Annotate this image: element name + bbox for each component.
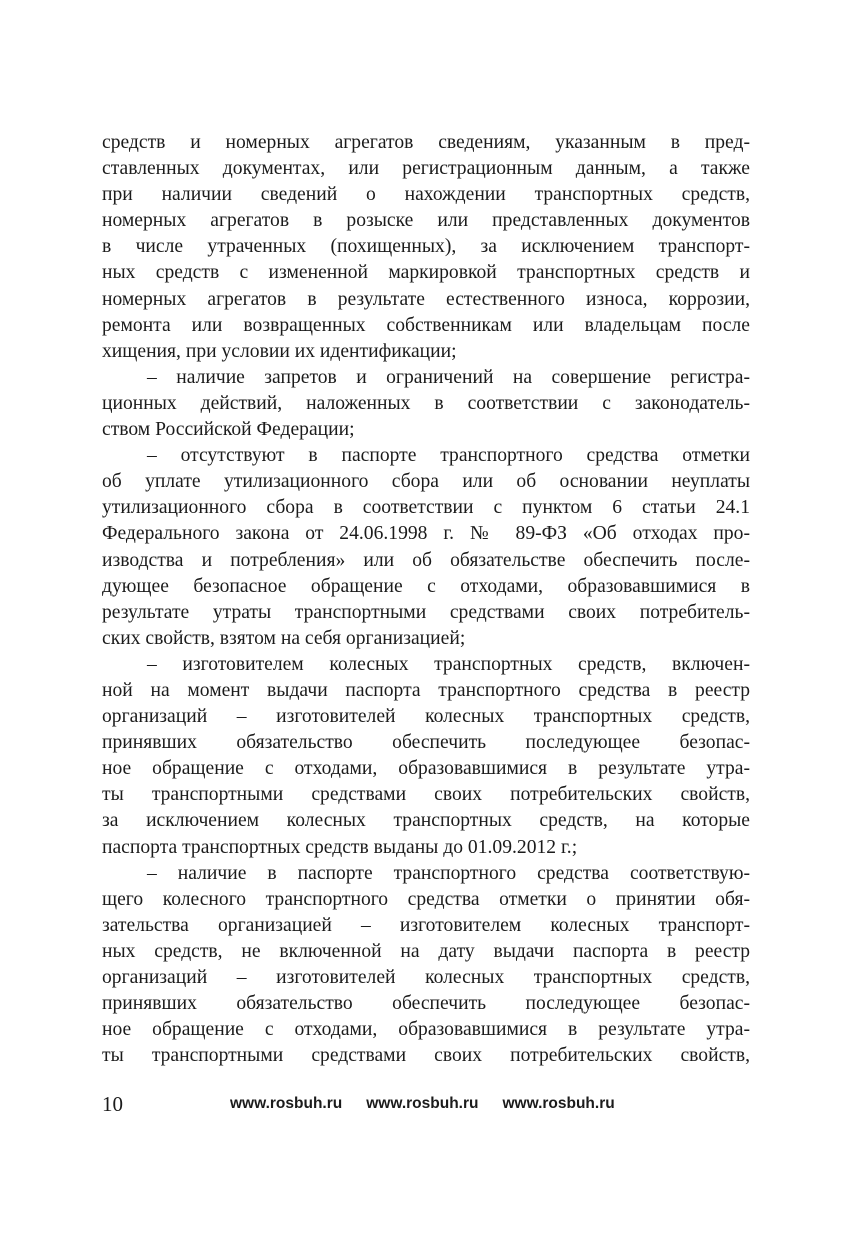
footer-link[interactable]: www.rosbuh.ru bbox=[502, 1095, 615, 1112]
text-line: дующее безопасное обращение с отходами, образовавшимися в bbox=[102, 575, 750, 597]
text-line: ное обращение с отходами, образовавшимися в результате утра- bbox=[102, 758, 750, 780]
text-line: организаций – изготовителей колесных транспортных средств, bbox=[102, 706, 750, 728]
footer-link[interactable]: www.rosbuh.ru bbox=[366, 1095, 479, 1112]
text-line: ных средств с измененной маркировкой транспортных средств и bbox=[102, 262, 750, 284]
footer-links bbox=[230, 1093, 615, 1115]
text-line: паспорта транспортных средств выданы до 01.09.2012 г.; bbox=[102, 836, 578, 858]
text-line: средств и номерных агрегатов сведениям, указанным в пред- bbox=[102, 132, 750, 153]
text-line: – наличие запретов и ограничений на совершение регистра- bbox=[147, 366, 750, 388]
text-line: утилизационного сбора в соответствии с пунктом 6 статьи 24.1 bbox=[102, 497, 750, 519]
text-line: ством Российской Федерации; bbox=[102, 419, 355, 441]
text-line: ремонта или возвращенных собственникам или владельцам после bbox=[102, 314, 750, 336]
text-line: организаций – изготовителей колесных транспортных средств, bbox=[102, 967, 750, 988]
text-line: – отсутствуют в паспорте транспортного средства отметки bbox=[147, 445, 750, 467]
text-line: ционных действий, наложенных в соответствии с законодатель- bbox=[102, 392, 750, 414]
text-line: ной на момент выдачи паспорта транспортного средства в реестр bbox=[102, 679, 750, 701]
text-line: зательства организацией – изготовителем колесных транспорт- bbox=[102, 914, 750, 936]
text-line: хищения, при условии их идентификации; bbox=[102, 340, 457, 362]
text-line: номерных агрегатов в розыске или представленных документов bbox=[102, 210, 750, 232]
text-line: за исключением колесных транспортных средств, на которые bbox=[102, 810, 750, 832]
text-line: ных средств, не включенной на дату выдачи паспорта в реестр bbox=[102, 940, 750, 962]
text-line: принявших обязательство обеспечить последующее безопас- bbox=[102, 732, 750, 754]
page-number: 10 bbox=[102, 1092, 123, 1116]
text-line: ты транспортными средствами своих потребительских свойств, bbox=[102, 1045, 750, 1067]
text-line: в числе утраченных (похищенных), за исключением транспорт- bbox=[102, 236, 750, 258]
text-line: – изготовителем колесных транспортных средств, включен- bbox=[147, 653, 750, 675]
text-line: ты транспортными средствами своих потребительских свойств, bbox=[102, 784, 750, 806]
text-line: результате утраты транспортными средствами своих потребитель- bbox=[102, 601, 750, 623]
text-line: ских свойств, взятом на себя организацией; bbox=[102, 627, 466, 649]
text-line: изводства и потребления» или об обязательстве обеспечить после- bbox=[102, 549, 750, 571]
text-line: ставленных документах, или регистрационным данным, а также bbox=[102, 158, 750, 180]
text-line: об уплате утилизационного сбора или об основании неуплаты bbox=[102, 471, 750, 493]
text-line: щего колесного транспортного средства отметки о принятии обя- bbox=[102, 888, 750, 910]
text-line: номерных агрегатов в результате естественного износа, коррозии, bbox=[102, 288, 750, 310]
page-footer bbox=[102, 1092, 750, 1116]
text-line: ное обращение с отходами, образовавшимися в результате утра- bbox=[102, 1019, 750, 1041]
text-line: при наличии сведений о нахождении транспортных средств, bbox=[102, 184, 750, 206]
footer-link[interactable]: www.rosbuh.ru bbox=[230, 1095, 343, 1112]
text-line: Федерального закона от 24.06.1998 г. № 89-ФЗ «Об отходах про- bbox=[102, 523, 750, 545]
body-text bbox=[102, 130, 750, 1069]
text-line: принявших обязательство обеспечить последующее безопас- bbox=[102, 993, 750, 1015]
text-line: – наличие в паспорте транспортного средства соответствую- bbox=[147, 862, 750, 884]
